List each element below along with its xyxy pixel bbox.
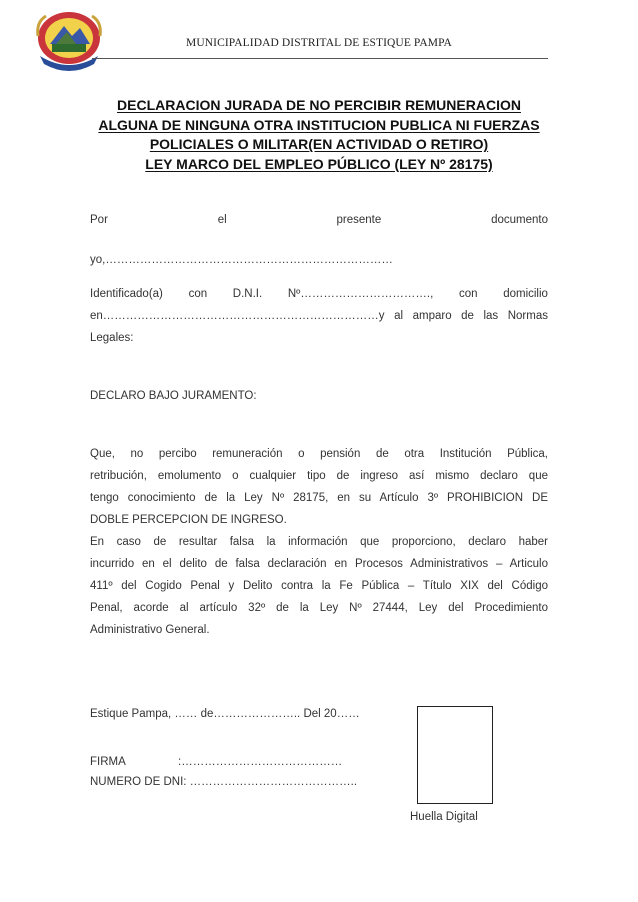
body-line-6: incurrido en el delito de falsa declaración en Procesos Administrativos – Articulo <box>90 558 548 570</box>
yo-line: yo,………………………………………………………………… <box>90 254 393 266</box>
domicilio-line: en………………………………………………………………y al amparo de las Normas <box>90 310 548 322</box>
date-line: Estique Pampa, …… de………………….. Del 20…… <box>90 708 360 720</box>
title-line-2: ALGUNA DE NINGUNA OTRA INSTITUCION PUBLICA NI FUERZAS <box>98 116 540 133</box>
word-por: Por <box>90 214 108 226</box>
word-identificado: Identificado(a) <box>90 288 163 300</box>
declaro-heading: DECLARO BAJO JURAMENTO: <box>90 390 257 402</box>
body-line-7: 411º del Cogido Penal y Delito contra la Fe Pública – Título XIX del Código <box>90 580 548 592</box>
word-domicilio: domicilio <box>503 288 548 300</box>
word-documento: documento <box>491 214 548 226</box>
document-header <box>0 0 638 90</box>
title-line-4: LEY MARCO DEL EMPLEO PÚBLICO (LEY Nº 28175) <box>145 155 493 172</box>
body-line-8: Penal, acorde al artículo 32º de la Ley Nº 27444, Ley del Procedimiento <box>90 602 548 614</box>
title-line-3: POLICIALES O MILITAR(EN ACTIVIDAD O RETIRO) <box>149 136 489 152</box>
word-con-2: con <box>458 288 478 300</box>
body-line-1: Que, no percibo remuneración o pensión de otra Institución Pública, <box>90 448 548 460</box>
intro-line-1 <box>90 210 548 230</box>
fingerprint-label: Huella Digital <box>410 811 478 823</box>
document-title <box>0 96 638 174</box>
title-line-1: DECLARACION JURADA DE NO PERCIBIR REMUNERACION <box>117 97 521 113</box>
word-el: el <box>217 214 227 226</box>
identificado-line <box>90 284 548 304</box>
word-presente: presente <box>336 214 382 226</box>
body-line-2: retribución, emolumento o cualquier tipo de ingreso así mismo declaro que <box>90 470 548 482</box>
header-divider <box>92 58 548 59</box>
body-line-9: Administrativo General. <box>90 624 210 636</box>
body-line-5: En caso de resultar falsa la información que proporciono, declaro haber <box>90 536 548 548</box>
dni-line: NUMERO DE DNI: …………………………………….. <box>90 776 358 788</box>
firma-label: FIRMA <box>90 756 126 768</box>
municipality-name: MUNICIPALIDAD DISTRITAL DE ESTIQUE PAMPA <box>186 37 452 49</box>
fingerprint-box <box>417 706 493 804</box>
dni-number-blank: Nº……………………………., <box>287 288 434 300</box>
body-line-3: tengo conocimiento de la Ley Nº 28175, en su Artículo 3º PROHIBICION DE <box>90 492 548 504</box>
word-dni: D.N.I. <box>232 288 263 300</box>
legales-line: Legales: <box>90 332 134 344</box>
firma-blank: :…………………………………… <box>178 756 343 768</box>
word-con: con <box>188 288 208 300</box>
body-line-4: DOBLE PERCEPCION DE INGRESO. <box>90 514 287 526</box>
